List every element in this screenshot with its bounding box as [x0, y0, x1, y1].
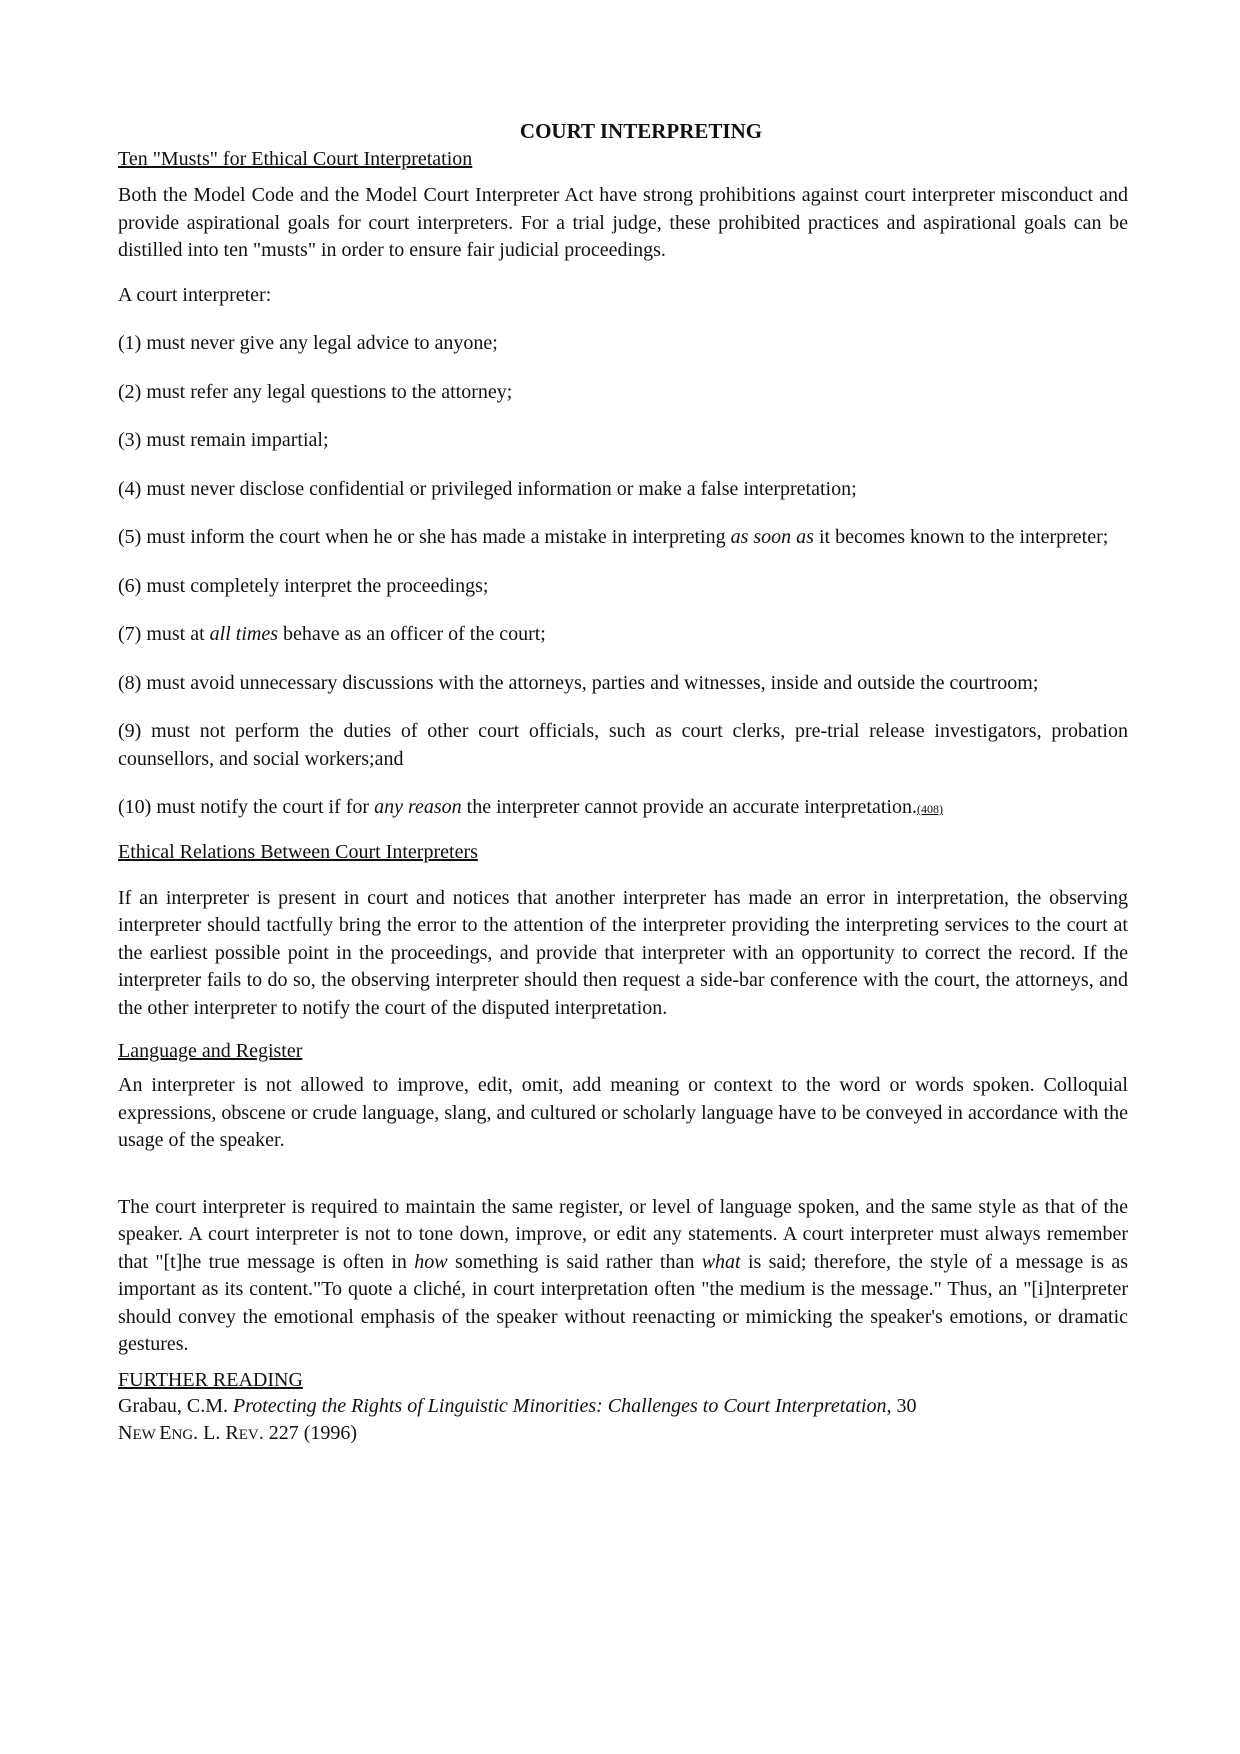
- journal-cap: E: [159, 1421, 172, 1444]
- list-item-text: the interpreter cannot provide an accurate interpretation.: [461, 796, 917, 818]
- document-page: [118, 118, 1128, 1449]
- journal-text: . 227 (1996): [258, 1421, 358, 1444]
- journal-smallcaps: EW: [132, 1426, 160, 1443]
- citation: [118, 1393, 1128, 1449]
- citation-volume: , 30: [886, 1394, 917, 1417]
- list-item-text: (5) must inform the court when he or she has made a mistake in interpreting: [118, 526, 731, 548]
- list-item: [118, 621, 1128, 649]
- paragraph-text: The court interpreter is required to maintain the same register, or level of language spoken, and the same style as that of the speaker. A court interpreter is not to tone down, improve, or edit any statements. A court interpreter must always remember that "[t]he true message is often in: [118, 1195, 1128, 1273]
- list-item-text: it becomes known to the interpreter;: [813, 526, 1109, 548]
- emphasis: all times: [209, 623, 278, 645]
- journal-cap: R: [225, 1421, 239, 1444]
- journal-smallcaps: EV: [238, 1426, 259, 1443]
- emphasis: as soon as: [730, 526, 814, 548]
- journal-text: . L.: [193, 1421, 226, 1444]
- further-reading-heading: FURTHER READING: [118, 1368, 303, 1391]
- citation-author: Grabau, C.M.: [118, 1394, 233, 1417]
- emphasis: how: [414, 1250, 448, 1273]
- paragraph-text: something is said rather than: [447, 1250, 702, 1273]
- list-item: [118, 524, 1128, 552]
- section-heading-language-register: Language and Register: [118, 1040, 303, 1062]
- emphasis: any reason: [374, 796, 462, 818]
- register-paragraph: [118, 1194, 1128, 1359]
- language-paragraph: An interpreter is not allowed to improve, edit, omit, add meaning or context to the word or words spoken. Colloquial expressions, obscene or crude language, slang, and cultured or scholarly language have to be conveyed in accordance with the usage of the speaker.: [118, 1074, 1128, 1151]
- list-item-text: (10) must notify the court if for: [118, 796, 375, 818]
- list-item-text: behave as an officer of the court;: [278, 623, 546, 645]
- list-item: [118, 794, 1128, 824]
- paragraph-text: is said; therefore, the style of a message is as important as its content."To quote a cliché, in court interpretation often "the medium is the message." Thus, an "[i]nterpreter should convey the emotional emphasis of the speaker without reenacting or mimicking the speaker's emotions, or dramatic gestures.: [118, 1250, 1128, 1355]
- citation-journal: [118, 1422, 357, 1444]
- list-item: (6) must completely interpret the proceedings;: [118, 574, 489, 597]
- list-item: (1) must never give any legal advice to anyone;: [118, 332, 498, 354]
- list-item: (4) must never disclose confidential or privileged information or make a false interpretation;: [118, 477, 857, 500]
- list-item: (9) must not perform the duties of other court officials, such as court clerks, pre-trial release investigators, probation counsellors, and social workers;and: [118, 720, 1128, 770]
- journal-smallcaps: NG: [171, 1426, 194, 1443]
- list-item-text: (7) must at: [118, 623, 210, 645]
- intro-paragraph: Both the Model Code and the Model Court Interpreter Act have strong prohibitions against court interpreter misconduct and provide aspirational goals for court interpreters. For a trial judge, these prohibited practices and aspirational goals can be distilled into ten "musts" in order to ensure fair judicial proceedings.: [118, 184, 1128, 261]
- ethical-relations-paragraph: If an interpreter is present in court and notices that another interpreter has made an error in interpretation, the observing interpreter should tactfully bring the error to the attention of the interpreter providing the interpreting services to the court at the earliest possible point in the proceedings, and provide that interpreter with an opportunity to correct the record. If the interpreter fails to do so, the observing interpreter should then request a side-bar conference with the court, the attorneys, and the other interpreter to notify the court of the disputed interpretation.: [118, 886, 1128, 1019]
- journal-cap: N: [118, 1421, 133, 1444]
- footnote-link[interactable]: (408): [916, 802, 943, 816]
- section-heading-ten-musts: Ten "Musts" for Ethical Court Interpretation: [118, 148, 473, 170]
- citation-title: Protecting the Rights of Linguistic Minorities: Challenges to Court Interpretation: [232, 1394, 887, 1417]
- emphasis: what: [701, 1250, 741, 1273]
- page-title: COURT INTERPRETING: [519, 119, 763, 143]
- list-item: (2) must refer any legal questions to the attorney;: [118, 380, 513, 403]
- section-heading-ethical-relations: Ethical Relations Between Court Interpreters: [118, 840, 478, 863]
- list-item: (8) must avoid unnecessary discussions with the attorneys, parties and witnesses, inside and outside the courtroom;: [118, 671, 1039, 694]
- list-lead-in: A court interpreter:: [118, 283, 272, 306]
- list-item: (3) must remain impartial;: [118, 429, 329, 451]
